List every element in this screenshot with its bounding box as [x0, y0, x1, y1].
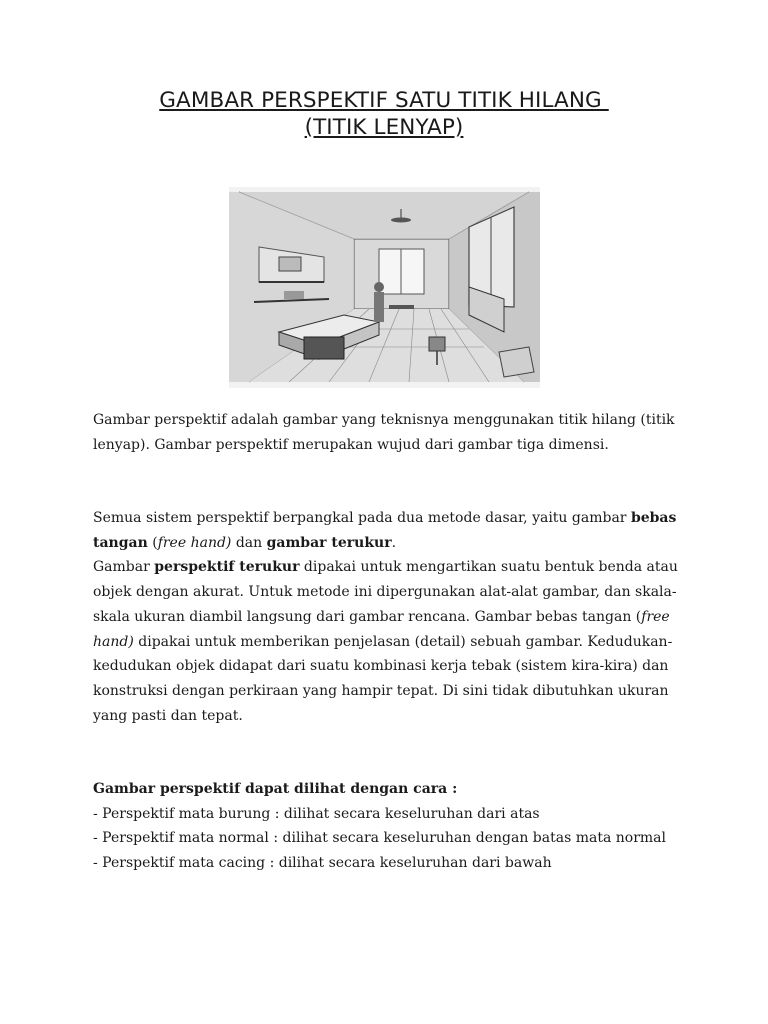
methods-text: Gambar [93, 559, 155, 576]
methods-text: dipakai untuk mengartikan suatu bentuk benda atau [299, 559, 678, 576]
methods-line-2 [93, 531, 693, 556]
views-section [93, 777, 693, 876]
perspective-room-sketch [229, 187, 540, 388]
methods-line-8: konstruksi dengan perkiraan yang hampir tepat. Di sini tidak dibutuhkan ukuran [93, 682, 669, 699]
intro-paragraph [93, 408, 693, 457]
methods-line-1 [93, 506, 693, 531]
intro-line-1: Gambar perspektif adalah gambar yang teknisnya menggunakan titik hilang (titik [93, 412, 675, 428]
period: . [391, 534, 397, 551]
document-title [0, 87, 768, 141]
bold-term-gambar-terukur: gambar terukur [266, 534, 392, 551]
paren-open: ( [147, 534, 158, 551]
title-line-1: GAMBAR PERSPEKTIF SATU TITIK HILANG [159, 88, 609, 113]
methods-line-6 [93, 630, 693, 655]
bold-term-bebas: bebas [630, 510, 677, 526]
methods-line-4: objek dengan akurat. Untuk metode ini dipergunakan alat-alat gambar, dan skala- [93, 584, 677, 601]
list-item: - Perspektif mata cacing : dilihat secara keseluruhan dari bawah [93, 855, 552, 872]
italic-free: free [641, 608, 670, 625]
methods-line-7: kedudukan objek didapat dari suatu kombinasi kerja tebak (sistem kira-kira) dan [93, 658, 669, 675]
conjunction: dan [231, 534, 267, 551]
methods-text: Semua sistem perspektif berpangkal pada dua metode dasar, yaitu gambar [93, 510, 631, 526]
methods-text: skala ukuran diambil langsung dari gambar rencana. Gambar bebas tangan ( [93, 608, 642, 625]
methods-line-9: yang pasti dan tepat. [93, 707, 243, 724]
bold-term-tangan: tangan [93, 534, 148, 551]
views-heading-colon: : [447, 781, 458, 797]
room-sketch-icon [229, 187, 540, 388]
methods-paragraph [93, 506, 693, 728]
intro-line-2: lenyap). Gambar perspektif merupakan wujud dari gambar tiga dimensi. [93, 436, 609, 453]
methods-line-5 [93, 605, 693, 630]
methods-text: dipakai untuk memberikan penjelasan (detail) sebuah gambar. Kedudukan- [133, 633, 673, 650]
views-heading-bold: Gambar perspektif dapat dilihat dengan cara [93, 781, 448, 797]
italic-hand: hand) [93, 633, 134, 650]
italic-free-hand: free hand) [157, 534, 232, 551]
methods-line-3 [93, 555, 693, 580]
bold-term-perspektif-terukur: perspektif terukur [154, 559, 300, 576]
views-heading [93, 777, 693, 802]
title-line-2: (TITIK LENYAP) [304, 115, 464, 140]
list-item: - Perspektif mata burung : dilihat secara keseluruhan dari atas [93, 805, 540, 822]
list-item: - Perspektif mata normal : dilihat secara keseluruhan dengan batas mata normal [93, 830, 666, 847]
